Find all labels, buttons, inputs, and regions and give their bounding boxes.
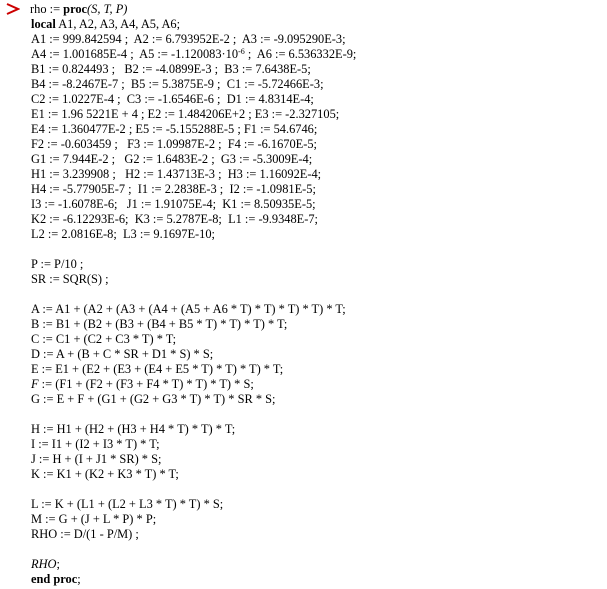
- formula-line[interactable]: H := H1 + (H2 + (H3 + H4 * T) * T) * T;: [31, 422, 236, 436]
- coefficient-line[interactable]: B1 := 0.824493 ; B2 := -4.0899E-3 ; B3 := 7.6438E-5;: [31, 62, 311, 76]
- formula-line[interactable]: M := G + (J + L * P) * P;: [31, 512, 157, 526]
- end-proc-keyword: end proc: [31, 572, 78, 586]
- coefficient-line[interactable]: I3 := -1.6078E-6; J1 := 1.91075E-4; K1 := 8.50935E-5;: [31, 197, 316, 211]
- coefficient-line-a4-a6[interactable]: [30, 47, 600, 62]
- coefficient-line[interactable]: E1 := 1.96 5221E + 4 ; E2 := 1.484206E+2 ; E3 := -2.327105;: [31, 107, 340, 121]
- return-semicolon: ;: [56, 557, 60, 571]
- coefficient-a4-a5: A4 := 1.001685E-4 ; A5 := -1.120083·10: [31, 47, 239, 61]
- assign-operator: :=: [46, 2, 64, 16]
- blank-line: [30, 242, 600, 257]
- f-variable: F: [31, 377, 39, 391]
- formula-line-f[interactable]: [30, 377, 600, 392]
- coefficient-line[interactable]: G1 := 7.944E-2 ; G2 := 1.6483E-2 ; G3 := -5.3009E-4;: [31, 152, 313, 166]
- proc-keyword: proc: [63, 2, 88, 16]
- coefficient-line[interactable]: K2 := -6.12293E-6; K3 := 5.2787E-8; L1 := -9.9348E-7;: [31, 212, 318, 226]
- coefficient-line[interactable]: F2 := -0.603459 ; F3 := 1.09987E-2 ; F4 := -6.1670E-5;: [31, 137, 317, 151]
- return-value: RHO: [31, 557, 57, 571]
- local-keyword: local: [31, 17, 56, 31]
- coefficient-line[interactable]: H1 := 3.239908 ; H2 := 1.43713E-3 ; H3 := 1.16092E-4;: [31, 167, 322, 181]
- coefficient-line[interactable]: L2 := 2.0816E-8; L3 := 9.1697E-10;: [31, 227, 215, 241]
- execution-group[interactable]: [30, 2, 600, 587]
- input-prompt-arrow-icon: [6, 3, 20, 15]
- proc-name: rho: [30, 2, 47, 16]
- coefficient-line[interactable]: A1 := 999.842594 ; A2 := 6.793952E-2 ; A3 := -9.095290E-3;: [31, 32, 346, 46]
- local-declaration-line[interactable]: [30, 17, 600, 32]
- coefficient-line[interactable]: C2 := 1.0227E-4 ; C3 := -1.6546E-6 ; D1 := 4.8314E-4;: [31, 92, 314, 106]
- formula-line[interactable]: G := E + F + (G1 + (G2 + G3 * T) * T) * SR * S;: [31, 392, 276, 406]
- formula-line[interactable]: C := C1 + (C2 + C3 * T) * T;: [31, 332, 177, 346]
- coefficient-line[interactable]: E4 := 1.360477E-2 ; E5 := -5.155288E-5 ; F1 := 54.6746;: [31, 122, 318, 136]
- end-semicolon: ;: [77, 572, 81, 586]
- formula-line[interactable]: E := E1 + (E2 + (E3 + (E4 + E5 * T) * T) * T) * T;: [31, 362, 284, 376]
- conversion-line[interactable]: SR := SQR(S) ;: [31, 272, 109, 286]
- coefficient-line[interactable]: B4 := -8.2467E-7 ; B5 := 5.3875E-9 ; C1 := -5.72466E-3;: [31, 77, 324, 91]
- conversion-line[interactable]: P := P/10 ;: [31, 257, 84, 271]
- formula-line[interactable]: J := H + (I + J1 * SR) * S;: [31, 452, 162, 466]
- local-vars: A1, A2, A3, A4, A5, A6;: [55, 17, 181, 31]
- blank-line: [30, 482, 600, 497]
- formula-line[interactable]: L := K + (L1 + (L2 + L3 * T) * T) * S;: [31, 497, 224, 511]
- coefficient-a6: ; A6 := 6.536332E-9;: [244, 47, 357, 61]
- blank-line: [30, 542, 600, 557]
- blank-line: [30, 287, 600, 302]
- formula-line[interactable]: B := B1 + (B2 + (B3 + (B4 + B5 * T) * T) * T) * T;: [31, 317, 288, 331]
- proc-header-line[interactable]: [30, 2, 600, 17]
- f-expression: := (F1 + (F2 + (F3 + F4 * T) * T) * T) * S;: [38, 377, 254, 391]
- proc-params: (S, T, P): [87, 2, 128, 16]
- a5-exponent: -6: [238, 47, 245, 56]
- formula-line[interactable]: A := A1 + (A2 + (A3 + (A4 + (A5 + A6 * T) * T) * T) * T) * T;: [31, 302, 346, 316]
- coefficient-line[interactable]: H4 := -5.77905E-7 ; I1 := 2.2838E-3 ; I2 := -1.0981E-5;: [31, 182, 316, 196]
- return-line[interactable]: [30, 557, 600, 572]
- end-proc-line[interactable]: [30, 572, 600, 587]
- formula-line[interactable]: RHO := D/(1 - P/M) ;: [31, 527, 139, 541]
- formula-line[interactable]: I := I1 + (I2 + I3 * T) * T;: [31, 437, 160, 451]
- formula-line[interactable]: K := K1 + (K2 + K3 * T) * T;: [31, 467, 179, 481]
- formula-line[interactable]: D := A + (B + C * SR + D1 * S) * S;: [31, 347, 214, 361]
- blank-line: [30, 407, 600, 422]
